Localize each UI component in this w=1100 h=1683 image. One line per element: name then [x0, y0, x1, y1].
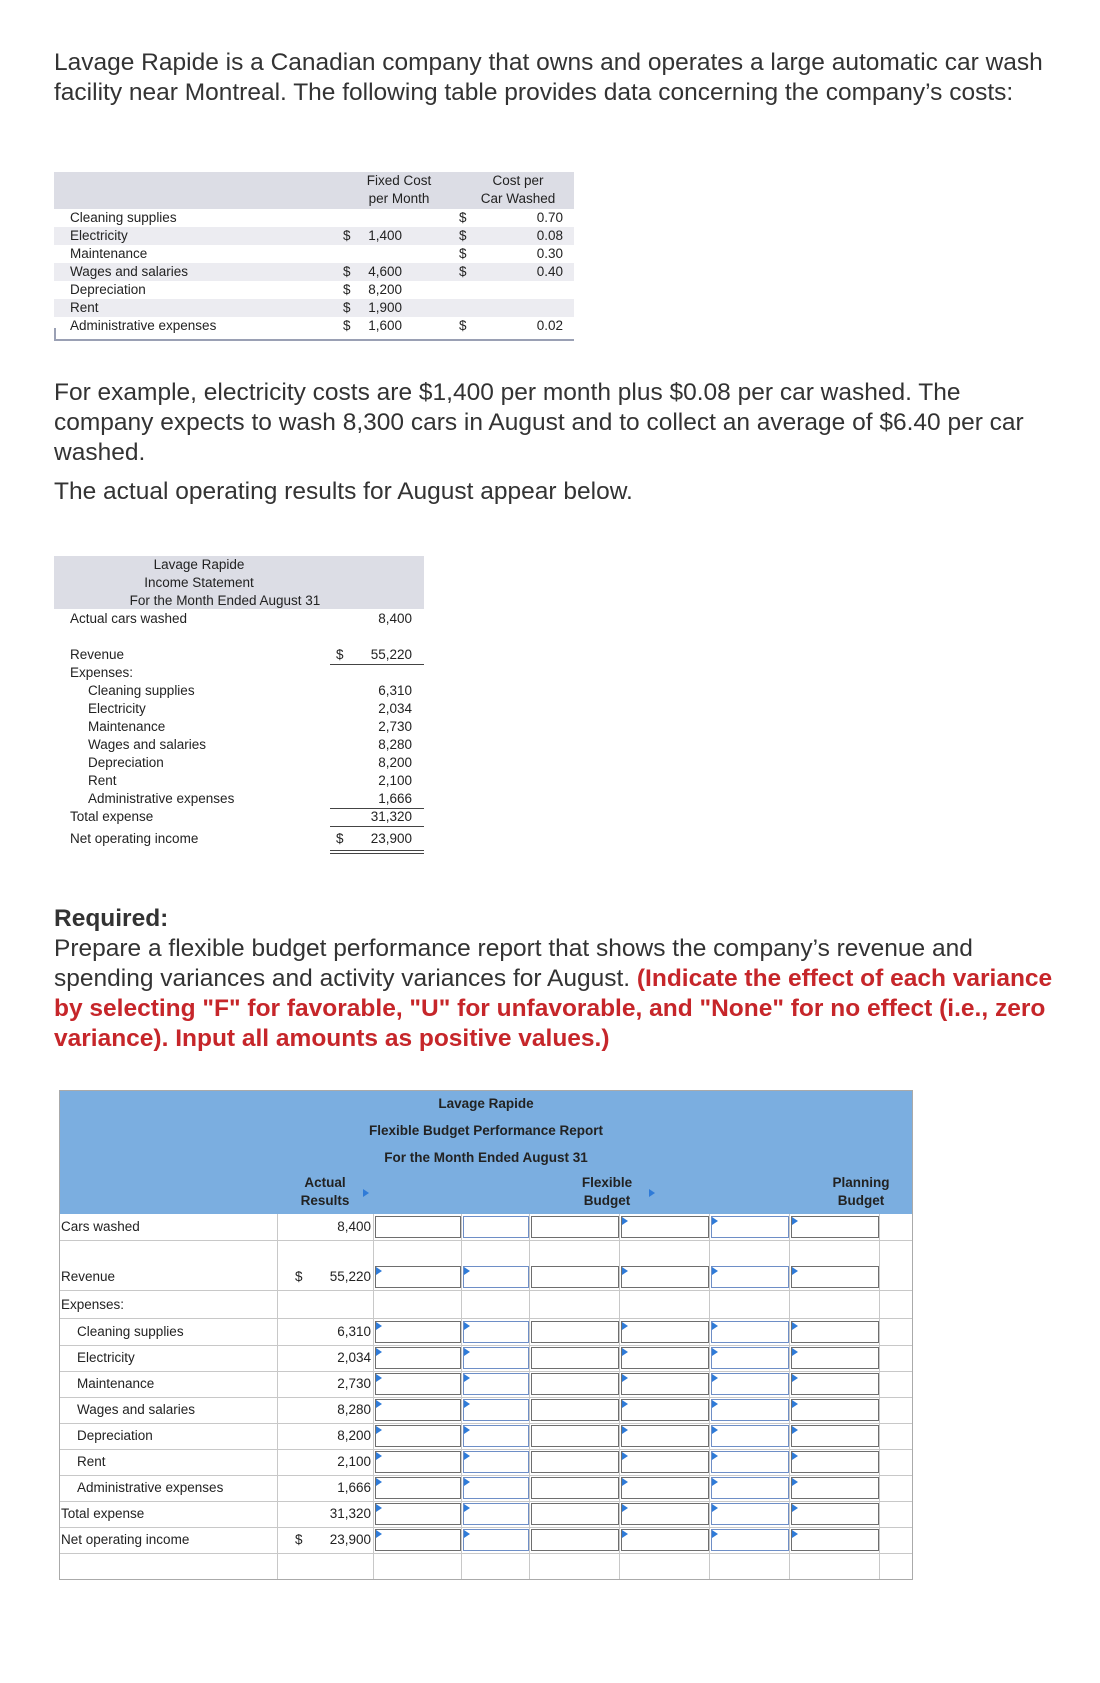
income-expense-value: 1,666: [378, 791, 412, 806]
variance-label-dropdown-1-icon[interactable]: [363, 1189, 369, 1197]
cell-marker-icon: [792, 1400, 798, 1408]
noi-double-underline-2: [330, 853, 424, 854]
report-title-company: Lavage Rapide: [59, 1090, 913, 1117]
income-expense-row: [54, 682, 424, 700]
cell-marker-icon: [622, 1348, 628, 1356]
cell-marker-icon: [622, 1400, 628, 1408]
amount-input[interactable]: [791, 1503, 879, 1525]
income-noi-row: [54, 830, 424, 848]
cell-marker-icon: [712, 1452, 718, 1460]
amount-input[interactable]: [621, 1451, 709, 1473]
actual-header-line1: Actual: [304, 1175, 346, 1190]
var-cost-header-line2: Car Washed: [480, 191, 556, 206]
cell-marker-icon: [376, 1426, 382, 1434]
cell-marker-icon: [712, 1348, 718, 1356]
report-row-label: Rent: [77, 1454, 106, 1469]
report-row-actual: 8,400: [337, 1219, 371, 1234]
cell-marker-icon: [622, 1478, 628, 1486]
amount-input[interactable]: [531, 1399, 619, 1421]
required-title: Required:: [54, 905, 169, 932]
report-title-name: Flexible Budget Performance Report: [59, 1117, 913, 1144]
cell-marker-icon: [622, 1322, 628, 1330]
cost-row-fixed-dollar: $: [343, 300, 351, 315]
income-expense-label: Depreciation: [88, 755, 164, 770]
cell-marker-icon: [712, 1530, 718, 1538]
income-cars-label: Actual cars washed: [70, 611, 188, 626]
cell-marker-icon: [792, 1322, 798, 1330]
report-row-actual: 8,280: [337, 1402, 371, 1417]
cost-row-fixed-dollar: $: [343, 264, 351, 279]
cost-row-var-dollar: $: [459, 210, 467, 225]
income-expense-value: 2,034: [378, 701, 412, 716]
var-cost-header-line1: Cost per: [492, 173, 544, 188]
income-total-label: Total expense: [70, 809, 154, 824]
report-row-label: Maintenance: [77, 1376, 155, 1391]
income-expense-value: 2,100: [378, 773, 412, 788]
report-column-header-band: [59, 1171, 913, 1214]
amount-input[interactable]: [375, 1477, 461, 1499]
planning-header-line2: Budget: [837, 1193, 885, 1208]
report-row: [59, 1292, 913, 1319]
amount-input[interactable]: [531, 1321, 619, 1343]
variance-effect-select[interactable]: [711, 1216, 789, 1238]
income-expenses-label: Expenses:: [70, 665, 134, 680]
income-expense-row: [54, 754, 424, 772]
amount-input[interactable]: [621, 1216, 709, 1238]
cost-row-label: Wages and salaries: [70, 264, 189, 279]
income-noi-value: 23,900: [370, 831, 412, 846]
actual-results-header: [277, 1171, 373, 1214]
amount-input[interactable]: [375, 1373, 461, 1395]
income-revenue-row: [54, 646, 424, 664]
cost-table: [54, 172, 574, 342]
report-row-label: Expenses:: [61, 1297, 125, 1312]
report-row-label: Depreciation: [77, 1428, 153, 1443]
report-row-actual: 6,310: [337, 1324, 371, 1339]
variance-effect-select[interactable]: [711, 1399, 789, 1421]
income-revenue-dollar: $: [336, 647, 344, 662]
cost-row-fixed-value: 4,600: [368, 264, 402, 279]
amount-input[interactable]: [531, 1266, 619, 1288]
cost-table-bottom-rule: [54, 339, 574, 341]
report-row-dollar: $: [295, 1532, 303, 1547]
amount-input[interactable]: [375, 1347, 461, 1369]
amount-input[interactable]: [621, 1529, 709, 1551]
variance-effect-select[interactable]: [463, 1425, 529, 1447]
amount-input[interactable]: [621, 1373, 709, 1395]
variance-effect-select[interactable]: [711, 1477, 789, 1499]
cell-marker-icon: [622, 1374, 628, 1382]
actual-header-line2: Results: [300, 1193, 350, 1208]
planning-header-line1: Planning: [832, 1175, 890, 1190]
fixed-cost-header: [344, 172, 454, 208]
variance-effect-select[interactable]: [463, 1503, 529, 1525]
amount-input[interactable]: [621, 1503, 709, 1525]
cell-marker-icon: [622, 1452, 628, 1460]
amount-input[interactable]: [531, 1373, 619, 1395]
variance-effect-select[interactable]: [463, 1266, 529, 1288]
income-header-line1: Lavage Rapide: [153, 557, 245, 572]
income-expense-value: 2,730: [378, 719, 412, 734]
variance-effect-select[interactable]: [711, 1425, 789, 1447]
cell-marker-icon: [622, 1426, 628, 1434]
cell-marker-icon: [376, 1452, 382, 1460]
amount-input[interactable]: [621, 1347, 709, 1369]
cost-row-var-value: 0.02: [536, 318, 563, 333]
amount-input[interactable]: [375, 1451, 461, 1473]
cell-marker-icon: [376, 1374, 382, 1382]
income-total-value: 31,320: [370, 809, 412, 824]
actual-intro-paragraph: The actual operating results for August appear below.: [54, 478, 633, 505]
variance-effect-select[interactable]: [711, 1503, 789, 1525]
report-row-actual: 55,220: [329, 1269, 371, 1284]
report-row-label: Wages and salaries: [77, 1402, 196, 1417]
amount-input[interactable]: [531, 1529, 619, 1551]
amount-input[interactable]: [531, 1347, 619, 1369]
income-expense-row: [54, 790, 424, 808]
variance-effect-select[interactable]: [463, 1373, 529, 1395]
cost-row: [54, 263, 574, 281]
cell-marker-icon: [464, 1322, 470, 1330]
cost-row-var-value: 0.70: [536, 210, 563, 225]
cell-marker-icon: [792, 1504, 798, 1512]
planning-budget-header: [813, 1171, 909, 1214]
amount-input[interactable]: [375, 1529, 461, 1551]
cost-row-label: Rent: [70, 300, 99, 315]
amount-input[interactable]: [621, 1477, 709, 1499]
income-statement-header: [54, 556, 424, 609]
cost-row-var-dollar: $: [459, 318, 467, 333]
amount-input[interactable]: [791, 1529, 879, 1551]
cell-marker-icon: [464, 1374, 470, 1382]
cell-marker-icon: [464, 1530, 470, 1538]
report-row-actual: 31,320: [329, 1506, 371, 1521]
variance-effect-select[interactable]: [463, 1347, 529, 1369]
cost-row-fixed-value: 1,600: [368, 318, 402, 333]
amount-input[interactable]: [621, 1321, 709, 1343]
cost-row-fixed-dollar: $: [343, 282, 351, 297]
cell-marker-icon: [464, 1267, 470, 1275]
income-expense-label: Wages and salaries: [88, 737, 207, 752]
cell-marker-icon: [712, 1217, 718, 1225]
amount-input[interactable]: [621, 1399, 709, 1421]
cell-marker-icon: [464, 1426, 470, 1434]
income-expense-label: Administrative expenses: [88, 791, 235, 806]
example-paragraph: For example, electricity costs are $1,400 per month plus $0.08 per car washed. The company expects to wash 8,300 cars in August and to collect an average of $6.40 per car washed.: [54, 379, 1024, 466]
cost-row-label: Electricity: [70, 228, 128, 243]
cell-marker-icon: [792, 1217, 798, 1225]
report-row-label: Cars washed: [61, 1219, 140, 1234]
cell-marker-icon: [464, 1478, 470, 1486]
income-header-line2: Income Statement: [144, 575, 254, 590]
cell-marker-icon: [464, 1400, 470, 1408]
cell-marker-icon: [712, 1400, 718, 1408]
cell-marker-icon: [792, 1478, 798, 1486]
amount-input[interactable]: [621, 1425, 709, 1447]
cost-row-var-value: 0.30: [536, 246, 563, 261]
var-cost-header: [466, 172, 570, 208]
report-row-actual: 2,034: [337, 1350, 371, 1365]
cell-marker-icon: [376, 1504, 382, 1512]
cell-marker-icon: [376, 1400, 382, 1408]
amount-input[interactable]: [791, 1399, 879, 1421]
required-text: Prepare a flexible budget performance report that shows the company’s revenue and spending variances and activity variances for August.: [54, 935, 973, 992]
intro-paragraph: Lavage Rapide is a Canadian company that owns and operates a large automatic car wash facility near Montreal. The following table provides data concerning the company’s costs:: [54, 49, 1043, 106]
income-noi-label: Net operating income: [70, 831, 199, 846]
cost-table-header: [54, 172, 574, 209]
report-row-label: Electricity: [77, 1350, 135, 1365]
cell-marker-icon: [464, 1452, 470, 1460]
income-expense-row: [54, 700, 424, 718]
cost-row-fixed-dollar: $: [343, 318, 351, 333]
report-title-period: For the Month Ended August 31: [59, 1144, 913, 1171]
amount-input[interactable]: [791, 1321, 879, 1343]
cost-row-label: Maintenance: [70, 246, 148, 261]
report-row-actual: 1,666: [337, 1480, 371, 1495]
income-expense-label: Electricity: [88, 701, 146, 716]
cell-marker-icon: [712, 1426, 718, 1434]
variance-effect-select[interactable]: [463, 1451, 529, 1473]
performance-report: [59, 1090, 913, 1580]
variance-effect-select[interactable]: [711, 1451, 789, 1473]
required-instruction: (Indicate the effect of each variance by selecting "F" for favorable, "U" for unfavorable, and "None" for no effect (i.e., zero variance). Input all amounts as positive values.): [54, 965, 1053, 1052]
income-statement: [54, 556, 424, 866]
cell-marker-icon: [376, 1530, 382, 1538]
income-noi-dollar: $: [336, 831, 344, 846]
amount-input[interactable]: [531, 1216, 619, 1238]
report-row-label: Administrative expenses: [77, 1480, 224, 1495]
income-cars-value: 8,400: [378, 611, 412, 626]
amount-input[interactable]: [621, 1266, 709, 1288]
cost-row: [54, 245, 574, 263]
cell-marker-icon: [376, 1322, 382, 1330]
cell-marker-icon: [712, 1478, 718, 1486]
income-header-line3: For the Month Ended August 31: [129, 593, 321, 608]
report-row-actual: 8,200: [337, 1428, 371, 1443]
report-row-actual: 2,100: [337, 1454, 371, 1469]
cost-row-fixed-dollar: $: [343, 228, 351, 243]
cost-row-fixed-value: 1,400: [368, 228, 402, 243]
total-underline: [330, 826, 424, 827]
cell-marker-icon: [622, 1267, 628, 1275]
income-expense-label: Rent: [88, 773, 117, 788]
cell-marker-icon: [376, 1348, 382, 1356]
flexible-header-line1: Flexible: [581, 1175, 633, 1190]
cost-row-var-value: 0.40: [536, 264, 563, 279]
amount-input[interactable]: [375, 1266, 461, 1288]
cell-marker-icon: [622, 1504, 628, 1512]
cell-marker-icon: [622, 1217, 628, 1225]
cost-row: [54, 209, 574, 227]
report-row-label: Net operating income: [61, 1532, 190, 1547]
cell-marker-icon: [792, 1374, 798, 1382]
income-revenue-value: 55,220: [370, 647, 412, 662]
income-expense-value: 8,280: [378, 737, 412, 752]
cell-marker-icon: [792, 1267, 798, 1275]
variance-effect-select[interactable]: [463, 1216, 529, 1238]
cell-marker-icon: [622, 1530, 628, 1538]
amount-input[interactable]: [375, 1321, 461, 1343]
cell-marker-icon: [712, 1374, 718, 1382]
fixed-cost-header-line1: Fixed Cost: [366, 173, 432, 188]
income-expense-value: 8,200: [378, 755, 412, 770]
report-row-label: Total expense: [61, 1506, 145, 1521]
cost-row-label: Cleaning supplies: [70, 210, 177, 225]
required-block: [54, 904, 1064, 1054]
variance-effect-select[interactable]: [463, 1321, 529, 1343]
cost-row-label: Depreciation: [70, 282, 146, 297]
amount-input[interactable]: [791, 1451, 879, 1473]
cost-row-var-dollar: $: [459, 264, 467, 279]
report-row-actual: 2,730: [337, 1376, 371, 1391]
fixed-cost-header-line2: per Month: [368, 191, 430, 206]
cost-table-left-rule: [54, 328, 56, 340]
cell-marker-icon: [792, 1530, 798, 1538]
variance-effect-select[interactable]: [711, 1321, 789, 1343]
amount-input[interactable]: [531, 1425, 619, 1447]
cell-marker-icon: [376, 1478, 382, 1486]
income-expense-row: [54, 736, 424, 754]
cell-marker-icon: [792, 1426, 798, 1434]
amount-input[interactable]: [375, 1425, 461, 1447]
amount-input[interactable]: [791, 1477, 879, 1499]
cell-marker-icon: [712, 1267, 718, 1275]
cell-marker-icon: [376, 1267, 382, 1275]
income-expenses-row: [54, 664, 424, 682]
cost-row: [54, 299, 574, 317]
cell-marker-icon: [792, 1348, 798, 1356]
income-revenue-label: Revenue: [70, 647, 125, 662]
flexible-header-line2: Budget: [583, 1193, 631, 1208]
income-total-row: [54, 808, 424, 826]
flexible-budget-header: [559, 1171, 655, 1214]
variance-effect-select[interactable]: [711, 1373, 789, 1395]
cell-marker-icon: [792, 1452, 798, 1460]
cost-row-fixed-value: 1,900: [368, 300, 402, 315]
variance-effect-select[interactable]: [711, 1529, 789, 1551]
noi-double-underline-1: [330, 850, 424, 851]
cost-row-var-value: 0.08: [536, 228, 563, 243]
income-expense-label: Cleaning supplies: [88, 683, 195, 698]
amount-input[interactable]: [791, 1425, 879, 1447]
cell-marker-icon: [464, 1504, 470, 1512]
report-row-label: Cleaning supplies: [77, 1324, 184, 1339]
cost-row-label: Administrative expenses: [70, 318, 217, 333]
variance-effect-select[interactable]: [463, 1477, 529, 1499]
amount-input[interactable]: [375, 1399, 461, 1421]
variance-effect-select[interactable]: [711, 1347, 789, 1369]
cell-marker-icon: [712, 1504, 718, 1512]
income-expense-row: [54, 772, 424, 790]
amount-input[interactable]: [791, 1347, 879, 1369]
amount-input[interactable]: [791, 1216, 879, 1238]
amount-input[interactable]: [531, 1451, 619, 1473]
variance-label-dropdown-2-icon[interactable]: [649, 1189, 655, 1197]
cell-marker-icon: [464, 1348, 470, 1356]
cost-row-var-dollar: $: [459, 228, 467, 243]
amount-input[interactable]: [531, 1503, 619, 1525]
income-expense-row: [54, 718, 424, 736]
report-row-label: Revenue: [61, 1269, 116, 1284]
amount-input[interactable]: [531, 1477, 619, 1499]
cost-row: [54, 227, 574, 245]
cost-row: [54, 317, 574, 335]
report-row-dollar: $: [295, 1269, 303, 1284]
amount-input[interactable]: [791, 1373, 879, 1395]
cost-row: [54, 281, 574, 299]
amount-input[interactable]: [375, 1216, 461, 1238]
amount-input[interactable]: [375, 1503, 461, 1525]
cost-row-fixed-value: 8,200: [368, 282, 402, 297]
report-row-actual: 23,900: [329, 1532, 371, 1547]
variance-effect-select[interactable]: [463, 1399, 529, 1421]
income-cars-row: [54, 610, 424, 628]
income-expense-label: Maintenance: [88, 719, 166, 734]
amount-input[interactable]: [791, 1266, 879, 1288]
income-expense-value: 6,310: [378, 683, 412, 698]
cost-row-var-dollar: $: [459, 246, 467, 261]
cell-marker-icon: [712, 1322, 718, 1330]
variance-effect-select[interactable]: [463, 1529, 529, 1551]
variance-effect-select[interactable]: [711, 1266, 789, 1288]
